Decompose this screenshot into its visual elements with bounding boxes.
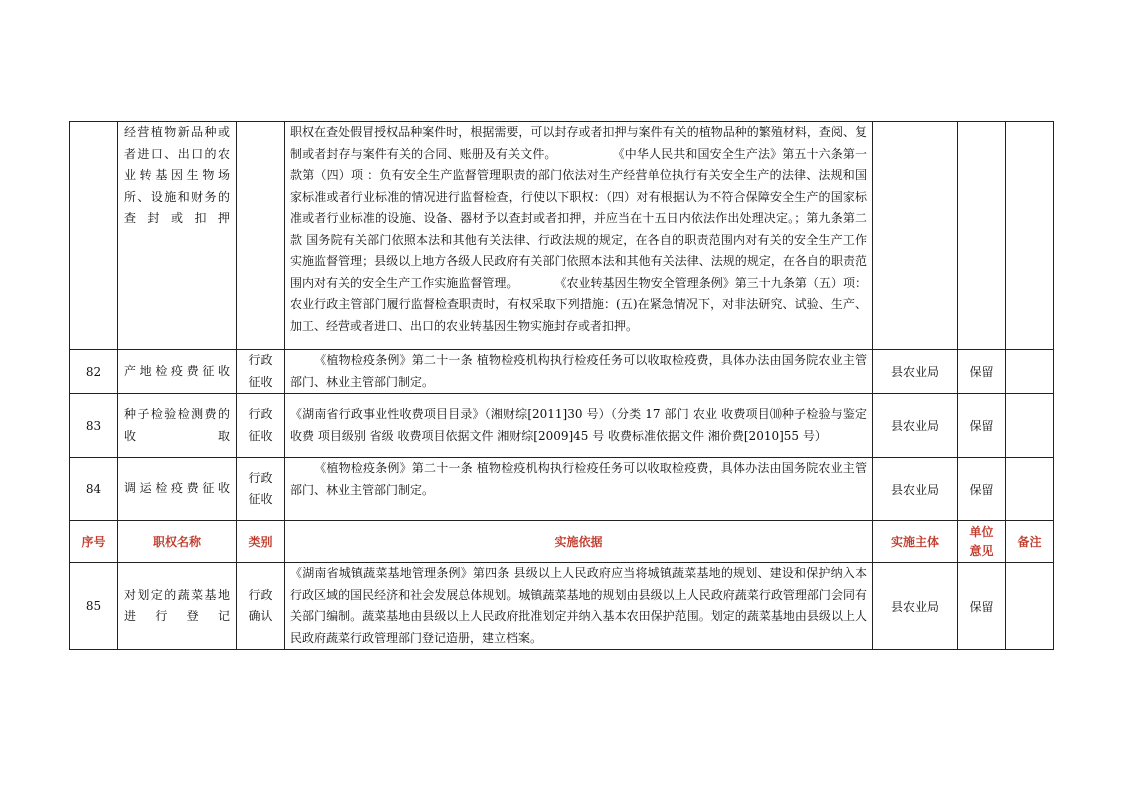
legal-basis: 职权在查处假冒授权品种案件时，根据需要，可以封存或者扣押与案件有关的植物品种的繁殖材料，查阅、复制或者封存与案件有关的合同、账册及有关文件。 《中华人民共和国安全生产法》第五十六条第一款第（四）项 ：负有安全生产监督管理职责的部门依法对生产经营单位执行有关安全生产的法律、法规和国家标准或者行业标准的情况进行监督检查，行使以下职权：（四）对有根据认为不符合保障安全生产的国家标准或者行业标准的设施、设备、器材予以查封或者扣押，并应当在十五日内依法作出处理决定。；第九条第二款 国务院有关部门依照本法和其他有关法律、行政法规的规定，在各自的职责范围内对有关的安全生产工作实施监督管理；县级以上地方各级人民政府有关部门依照本法和其他有关法律、法规的规定，在各自的职责范围内对有关的安全生产工作实施监督管理。 《农业转基因生物安全管理条例》第三十九条第（五）项：农业行政主管部门履行监督检查职责时，有权采取下列措施：(五)在紧急情况下，对非法研究、试验、生产、加工、经营或者进口、出口的农业转基因生物实施封存或者扣押。 <box>285 122 873 350</box>
unit-opinion: 保留 <box>958 563 1006 650</box>
header-subject: 实施主体 <box>873 521 958 563</box>
row-number: 82 <box>70 350 118 394</box>
row-number: 84 <box>70 458 118 521</box>
remarks <box>1006 122 1054 350</box>
table-row <box>70 350 1054 394</box>
unit-opinion: 保留 <box>958 394 1006 458</box>
category: 行政 征收 <box>237 394 285 458</box>
authority-table <box>69 121 1054 650</box>
authority-name: 种子检验检测费的收取 <box>118 394 237 458</box>
table-row <box>70 563 1054 650</box>
remarks <box>1006 458 1054 521</box>
table-row <box>70 458 1054 521</box>
unit-opinion: 保留 <box>958 350 1006 394</box>
table-row <box>70 394 1054 458</box>
authority-name: 对划定的蔬菜基地进行登记 <box>118 563 237 650</box>
header-basis: 实施依据 <box>285 521 873 563</box>
row-number <box>70 122 118 350</box>
authority-name: 产地检疫费征收 <box>118 350 237 394</box>
category <box>237 122 285 350</box>
header-remarks: 备注 <box>1006 521 1054 563</box>
unit-opinion <box>958 122 1006 350</box>
implementing-subject: 县农业局 <box>873 458 958 521</box>
row-number: 83 <box>70 394 118 458</box>
implementing-subject: 县农业局 <box>873 563 958 650</box>
implementing-subject: 县农业局 <box>873 394 958 458</box>
header-name: 职权名称 <box>118 521 237 563</box>
category: 行政 征收 <box>237 458 285 521</box>
remarks <box>1006 350 1054 394</box>
remarks <box>1006 563 1054 650</box>
header-category: 类别 <box>237 521 285 563</box>
legal-basis: 《植物检疫条例》第二十一条 植物检疫机构执行检疫任务可以收取检疫费，具体办法由国务院农业主管部门、林业主管部门制定。 <box>285 458 873 521</box>
table-header-row <box>70 521 1054 563</box>
legal-basis: 《植物检疫条例》第二十一条 植物检疫机构执行检疫任务可以收取检疫费，具体办法由国务院农业主管部门、林业主管部门制定。 <box>285 350 873 394</box>
authority-name: 调运检疫费征收 <box>118 458 237 521</box>
category: 行政 确认 <box>237 563 285 650</box>
header-seq: 序号 <box>70 521 118 563</box>
unit-opinion: 保留 <box>958 458 1006 521</box>
category: 行政 征收 <box>237 350 285 394</box>
legal-basis: 《湖南省城镇蔬菜基地管理条例》第四条 县级以上人民政府应当将城镇蔬菜基地的规划、建设和保护纳入本行政区域的国民经济和社会发展总体规划。城镇蔬菜基地的规划由县级以上人民政府蔬菜行政管理部门会同有关部门编制。蔬菜基地由县级以上人民政府批准划定并纳入基本农田保护范围。划定的蔬菜基地由县级以上人民政府蔬菜行政管理部门登记造册，建立档案。 <box>285 563 873 650</box>
implementing-subject: 县农业局 <box>873 350 958 394</box>
implementing-subject <box>873 122 958 350</box>
row-number: 85 <box>70 563 118 650</box>
authority-name: 经营植物新品种或者进口、出口的农业转基因生物场所、设施和财务的查封或扣押 <box>118 122 237 350</box>
legal-basis: 《湖南省行政事业性收费项目目录》（湘财综[2011]30 号）（分类 17 部门 农业 收费项目⑽种子检验与鉴定收费 项目级别 省级 收费项目依据文件 湘财综[2009]45 号 收费标准依据文件 湘价费[2010]55 号） <box>285 394 873 458</box>
header-opinion: 单位 意见 <box>958 521 1006 563</box>
remarks <box>1006 394 1054 458</box>
table-row <box>70 122 1054 350</box>
